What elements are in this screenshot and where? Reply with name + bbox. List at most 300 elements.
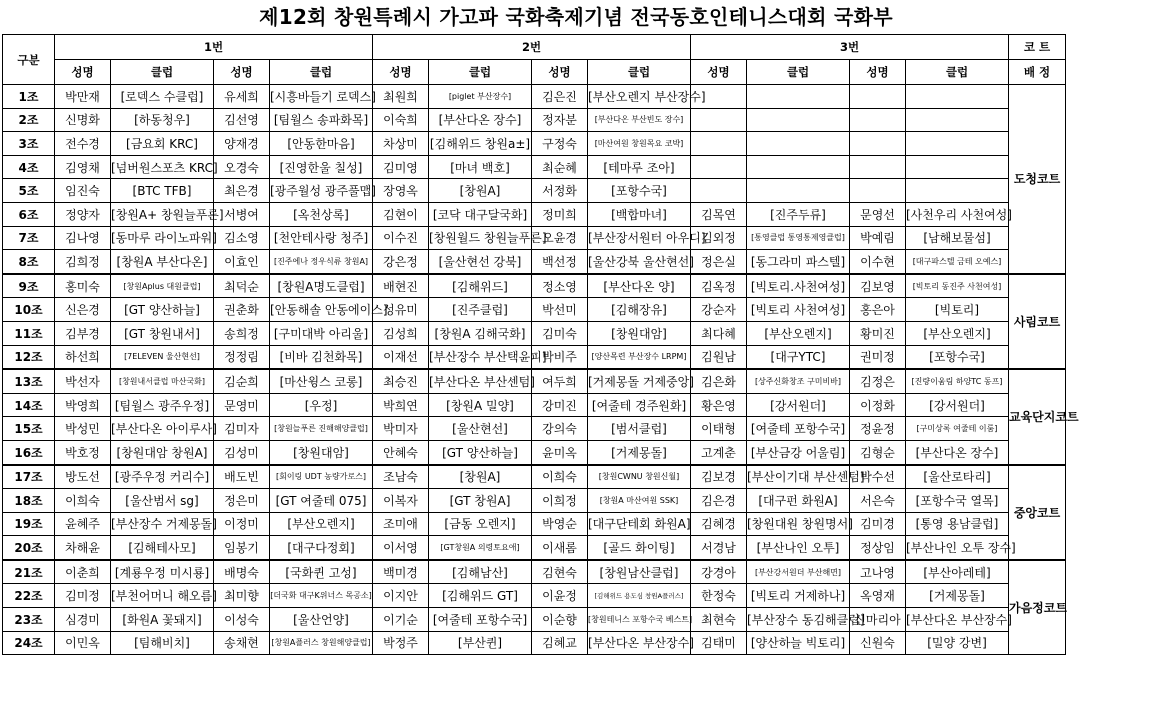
- player-name: 이태형: [691, 417, 747, 441]
- player-name: 박선자: [55, 369, 111, 393]
- table-row: [3, 179, 1066, 203]
- table-row: [3, 274, 1066, 298]
- player-club: [창원대암]: [588, 321, 691, 345]
- player-name: 이춘희: [55, 560, 111, 584]
- player-name: 박희연: [373, 393, 429, 417]
- player-club: [BTC TFB]: [111, 179, 214, 203]
- column-header-name: 성명: [850, 60, 906, 85]
- player-club: [GT창원A 의령토요애]: [429, 536, 532, 560]
- player-club: [빅토리.사천여성]: [747, 274, 850, 298]
- player-name: 강순자: [691, 298, 747, 322]
- court-1-header: 1번: [55, 35, 373, 60]
- column-header-club: 클럽: [747, 60, 850, 85]
- group-label: 5조: [3, 179, 55, 203]
- player-name: 김은화: [691, 369, 747, 393]
- court-2-header: 2번: [373, 35, 691, 60]
- player-name: 이숙희: [373, 108, 429, 132]
- column-header-name: 성명: [373, 60, 429, 85]
- player-name: [691, 108, 747, 132]
- player-club: [광주월성 광주풀맵]: [270, 179, 373, 203]
- player-name: 이새롬: [532, 536, 588, 560]
- player-club: [GT 양산하늘]: [429, 440, 532, 464]
- player-club: [울산현선 강북]: [429, 250, 532, 274]
- player-name: 김성미: [214, 440, 270, 464]
- player-club: [남해보물섬]: [906, 226, 1009, 250]
- player-club: [거제몽돌]: [588, 440, 691, 464]
- player-club: [747, 132, 850, 156]
- player-name: 서은숙: [850, 489, 906, 513]
- group-label: 21조: [3, 560, 55, 584]
- player-club: [창원대암 창원A]: [111, 440, 214, 464]
- table-row: [3, 536, 1066, 560]
- player-club: [부산다온 부산센텀]: [429, 369, 532, 393]
- player-club: [piglet 부산장수]: [429, 85, 532, 109]
- player-club: [동마루 라이노파워]: [111, 226, 214, 250]
- player-name: 송희정: [214, 321, 270, 345]
- player-club: [마산여원 창원목요 코박]: [588, 132, 691, 156]
- player-club: [906, 85, 1009, 109]
- player-name: 이재선: [373, 345, 429, 369]
- table-row: [3, 512, 1066, 536]
- player-name: 최다혜: [691, 321, 747, 345]
- group-label: 9조: [3, 274, 55, 298]
- player-club: [코닥 대구달국화]: [429, 202, 532, 226]
- player-name: 정자분: [532, 108, 588, 132]
- player-name: 하선희: [55, 345, 111, 369]
- player-club: [빅토리]: [906, 298, 1009, 322]
- player-club: [창원테니스 포항수국 베스트]: [588, 608, 691, 632]
- table-row: [3, 202, 1066, 226]
- player-name: 박성민: [55, 417, 111, 441]
- player-name: 정정림: [214, 345, 270, 369]
- player-club: [여줄테 포항수국]: [747, 417, 850, 441]
- player-club: [김해테사모]: [111, 536, 214, 560]
- group-label: 2조: [3, 108, 55, 132]
- player-name: 강경아: [691, 560, 747, 584]
- player-name: 박비주: [532, 345, 588, 369]
- group-label: 11조: [3, 321, 55, 345]
- player-name: 최순혜: [532, 155, 588, 179]
- player-name: 김태미: [691, 631, 747, 655]
- player-club: [팀월스 광주우정]: [111, 393, 214, 417]
- player-club: [빅토리 사천여성]: [747, 298, 850, 322]
- player-name: 이윤정: [532, 584, 588, 608]
- player-name: 방도선: [55, 465, 111, 489]
- group-label: 17조: [3, 465, 55, 489]
- player-club: [거제몽돌 거제중앙]: [588, 369, 691, 393]
- player-name: 배현진: [373, 274, 429, 298]
- player-name: 최덕순: [214, 274, 270, 298]
- player-club: [부산이기대 부산센텀]: [747, 465, 850, 489]
- player-club: [강서원더]: [747, 393, 850, 417]
- player-name: 서경남: [691, 536, 747, 560]
- table-row: [3, 631, 1066, 655]
- player-name: 박수선: [850, 465, 906, 489]
- player-club: [포항수국]: [906, 345, 1009, 369]
- player-name: 이희숙: [55, 489, 111, 513]
- player-name: 이지안: [373, 584, 429, 608]
- player-name: 김선영: [214, 108, 270, 132]
- player-club: [안동한마음]: [270, 132, 373, 156]
- player-club: [상주신화창조 구미비바]: [747, 369, 850, 393]
- player-name: 윤혜주: [55, 512, 111, 536]
- court-assign-header-top: 코 트: [1009, 35, 1066, 60]
- player-club: [통영 용남클럽]: [906, 512, 1009, 536]
- table-row: [3, 560, 1066, 584]
- player-name: 김나영: [55, 226, 111, 250]
- player-club: [진량이움림 하양TC 동프]: [906, 369, 1009, 393]
- player-name: 임봉기: [214, 536, 270, 560]
- player-name: 김성희: [373, 321, 429, 345]
- player-club: [김해장유]: [588, 298, 691, 322]
- player-name: [850, 132, 906, 156]
- player-name: [850, 179, 906, 203]
- table-row: [3, 393, 1066, 417]
- table-row: [3, 345, 1066, 369]
- player-club: [진주클럽]: [429, 298, 532, 322]
- player-name: 이수현: [850, 250, 906, 274]
- group-label: 16조: [3, 440, 55, 464]
- player-club: [747, 155, 850, 179]
- player-club: [부천어머니 해오름]: [111, 584, 214, 608]
- player-club: [양산목련 부산장수 LRPM]: [588, 345, 691, 369]
- player-club: [창원A 밀양]: [429, 393, 532, 417]
- player-name: 이효인: [214, 250, 270, 274]
- player-club: [우정]: [270, 393, 373, 417]
- player-name: 김형순: [850, 440, 906, 464]
- table-row: [3, 250, 1066, 274]
- table-row: [3, 155, 1066, 179]
- player-name: 유세희: [214, 85, 270, 109]
- player-club: [울산강북 울산현선]: [588, 250, 691, 274]
- group-label: 8조: [3, 250, 55, 274]
- player-name: 여두희: [532, 369, 588, 393]
- player-club: [창원A+ 창원늘푸른]: [111, 202, 214, 226]
- player-club: [빅토리 동진주 사천여성]: [906, 274, 1009, 298]
- player-name: 고계춘: [691, 440, 747, 464]
- group-label: 13조: [3, 369, 55, 393]
- player-name: 한정숙: [691, 584, 747, 608]
- player-club: [옥천상록]: [270, 202, 373, 226]
- table-row: [3, 608, 1066, 632]
- player-club: [회이링 UDT 농량가로스]: [270, 465, 373, 489]
- group-label: 10조: [3, 298, 55, 322]
- player-name: 차해윤: [55, 536, 111, 560]
- player-club: [시흥바들기 로덱스]: [270, 85, 373, 109]
- player-name: 이복자: [373, 489, 429, 513]
- player-club: [906, 155, 1009, 179]
- player-name: 이기순: [373, 608, 429, 632]
- division-header: 구분: [3, 35, 55, 85]
- player-name: 윤미옥: [532, 440, 588, 464]
- column-header-club: 클럽: [588, 60, 691, 85]
- player-name: 이정미: [214, 512, 270, 536]
- court-assignment: 도청코트: [1009, 85, 1066, 274]
- player-name: 최미향: [214, 584, 270, 608]
- player-name: 이정화: [850, 393, 906, 417]
- group-label: 22조: [3, 584, 55, 608]
- player-club: [창원A플러스 창원해양클럽]: [270, 631, 373, 655]
- court-assignment: 중앙코트: [1009, 465, 1066, 560]
- player-club: [거제몽돌]: [906, 584, 1009, 608]
- court-3-header: 3번: [691, 35, 1009, 60]
- court-assignment: 가음정코트: [1009, 560, 1066, 655]
- player-name: 김현이: [373, 202, 429, 226]
- table-row: [3, 489, 1066, 513]
- player-name: 조남숙: [373, 465, 429, 489]
- player-name: 김외정: [691, 226, 747, 250]
- player-name: 정소영: [532, 274, 588, 298]
- player-club: [여줄테 포항수국]: [429, 608, 532, 632]
- player-name: 김미정: [55, 584, 111, 608]
- table-row: [3, 321, 1066, 345]
- player-name: 김희정: [55, 250, 111, 274]
- group-label: 4조: [3, 155, 55, 179]
- player-name: 최은경: [214, 179, 270, 203]
- player-club: [김해위드 GT]: [429, 584, 532, 608]
- group-label: 14조: [3, 393, 55, 417]
- draw-table-body: [3, 85, 1079, 655]
- player-club: [부산아레테]: [906, 560, 1009, 584]
- group-label: 1조: [3, 85, 55, 109]
- player-club: [사천우리 사천여성]: [906, 202, 1009, 226]
- page-title: 제12회 창원특례시 가고파 국화축제기념 전국동호인테니스대회 국화부: [259, 5, 893, 29]
- player-club: [마산윙스 코롱]: [270, 369, 373, 393]
- player-club: [창원대원 창원명서]: [747, 512, 850, 536]
- player-club: [팀월스 송파화목]: [270, 108, 373, 132]
- player-name: 황미진: [850, 321, 906, 345]
- player-club: [부산다온 양]: [588, 274, 691, 298]
- player-name: 박영희: [55, 393, 111, 417]
- player-name: 양재경: [214, 132, 270, 156]
- player-name: 박정주: [373, 631, 429, 655]
- player-name: 고나영: [850, 560, 906, 584]
- court-assignment: 사림코트: [1009, 274, 1066, 369]
- player-club: [창원A명도클럽]: [270, 274, 373, 298]
- player-name: 최원희: [373, 85, 429, 109]
- player-name: 김은경: [691, 489, 747, 513]
- player-club: [넘버원스포츠 KRC]: [111, 155, 214, 179]
- player-club: [창원Aplus 대원클럽]: [111, 274, 214, 298]
- player-club: [창원남산클럽]: [588, 560, 691, 584]
- player-name: 김미영: [373, 155, 429, 179]
- player-name: 김미경: [850, 512, 906, 536]
- player-club: [창원CWNU 창원신월]: [588, 465, 691, 489]
- player-name: 김목연: [691, 202, 747, 226]
- player-name: 심경미: [55, 608, 111, 632]
- player-name: 정양자: [55, 202, 111, 226]
- player-club: [부산금강 어울림]: [747, 440, 850, 464]
- group-label: 7조: [3, 226, 55, 250]
- player-club: [부산장서원터 아우디]: [588, 226, 691, 250]
- player-club: [부산장수 거제몽돌]: [111, 512, 214, 536]
- player-name: 최현숙: [691, 608, 747, 632]
- player-club: [양산하늘 빅토리]: [747, 631, 850, 655]
- table-row: [3, 369, 1066, 393]
- table-row: [3, 108, 1066, 132]
- player-name: 안혜숙: [373, 440, 429, 464]
- player-club: [창원A]: [429, 465, 532, 489]
- player-club: [부산오렌지]: [906, 321, 1009, 345]
- player-club: [안동해솔 안동에이스]: [270, 298, 373, 322]
- player-club: [통영클럽 통영통제영클럽]: [747, 226, 850, 250]
- player-club: [광주우정 커리수]: [111, 465, 214, 489]
- player-name: 서병여: [214, 202, 270, 226]
- player-club: [7ELEVEN 울산현선]: [111, 345, 214, 369]
- player-name: 조미애: [373, 512, 429, 536]
- player-name: 정은실: [691, 250, 747, 274]
- player-club: [부산장수 부산택윤피]: [429, 345, 532, 369]
- player-name: 홍은아: [850, 298, 906, 322]
- player-name: 이희정: [532, 489, 588, 513]
- group-label: 23조: [3, 608, 55, 632]
- player-name: 김옥정: [691, 274, 747, 298]
- player-name: [850, 108, 906, 132]
- player-club: [팀해비치]: [111, 631, 214, 655]
- player-club: [창원A]: [429, 179, 532, 203]
- player-club: [로덱스 수클럽]: [111, 85, 214, 109]
- player-name: 김혜교: [532, 631, 588, 655]
- player-club: [906, 108, 1009, 132]
- player-club: [테마루 조아]: [588, 155, 691, 179]
- player-club: [동그라미 파스텔]: [747, 250, 850, 274]
- player-club: [비바 김천화목]: [270, 345, 373, 369]
- player-club: [계룡우정 미시룡]: [111, 560, 214, 584]
- player-club: [김해위드 창원a±]: [429, 132, 532, 156]
- player-club: [부산오렌지]: [747, 321, 850, 345]
- player-club: [747, 85, 850, 109]
- player-club: [울산언양]: [270, 608, 373, 632]
- player-club: [빅토리 거제하나]: [747, 584, 850, 608]
- player-name: 김은진: [532, 85, 588, 109]
- player-name: 이수진: [373, 226, 429, 250]
- player-club: [부산다온 장수]: [906, 440, 1009, 464]
- table-row: [3, 85, 1066, 109]
- player-name: 박영순: [532, 512, 588, 536]
- player-name: 신은경: [55, 298, 111, 322]
- player-name: 배명숙: [214, 560, 270, 584]
- player-name: 정은미: [214, 489, 270, 513]
- player-name: 김정은: [850, 369, 906, 393]
- player-club: [부산다온 부산장수]: [588, 631, 691, 655]
- player-name: 김혜경: [691, 512, 747, 536]
- court-assignment: 교육단지코트: [1009, 369, 1066, 464]
- player-club: [부산다온 아이루사]: [111, 417, 214, 441]
- player-name: 배도빈: [214, 465, 270, 489]
- player-club: [부산나인 오투 장수]: [906, 536, 1009, 560]
- table-row: [3, 226, 1066, 250]
- player-name: 차상미: [373, 132, 429, 156]
- player-name: 서정화: [532, 179, 588, 203]
- player-name: 구정숙: [532, 132, 588, 156]
- player-club: [화원A 꽃돼지]: [111, 608, 214, 632]
- player-name: 신명화: [55, 108, 111, 132]
- player-name: 김보경: [691, 465, 747, 489]
- player-name: 옥영재: [850, 584, 906, 608]
- group-label: 20조: [3, 536, 55, 560]
- player-club: [김해위드 용도심 창원A플러스]: [588, 584, 691, 608]
- table-row: [3, 417, 1066, 441]
- player-name: 오윤경: [532, 226, 588, 250]
- court-assign-header-bottom: 배 정: [1009, 60, 1066, 85]
- column-header-name: 성명: [691, 60, 747, 85]
- player-name: 김보영: [850, 274, 906, 298]
- player-name: 최승진: [373, 369, 429, 393]
- player-club: [국화퀸 고성]: [270, 560, 373, 584]
- player-club: [창원대암]: [270, 440, 373, 464]
- player-club: [GT 창원내서]: [111, 321, 214, 345]
- player-name: 이민옥: [55, 631, 111, 655]
- player-club: [906, 132, 1009, 156]
- group-label: 6조: [3, 202, 55, 226]
- player-name: 김영채: [55, 155, 111, 179]
- player-name: 신마리아: [850, 608, 906, 632]
- table-row: [3, 440, 1066, 464]
- player-name: 정상임: [850, 536, 906, 560]
- player-name: 장영옥: [373, 179, 429, 203]
- player-name: [691, 155, 747, 179]
- player-club: [대구다정회]: [270, 536, 373, 560]
- player-club: [더국화 대구K위너스 목공소]: [270, 584, 373, 608]
- player-club: [울산범서 sg]: [111, 489, 214, 513]
- player-name: 강은정: [373, 250, 429, 274]
- table-row: [3, 298, 1066, 322]
- player-club: [진주두류]: [747, 202, 850, 226]
- player-club: [울산로타리]: [906, 465, 1009, 489]
- player-club: [강서원더]: [906, 393, 1009, 417]
- player-name: 박예림: [850, 226, 906, 250]
- player-club: [GT 여줄테 075]: [270, 489, 373, 513]
- column-header-name: 성명: [55, 60, 111, 85]
- player-club: [밀양 강변]: [906, 631, 1009, 655]
- player-name: 강의숙: [532, 417, 588, 441]
- player-club: [대구파스텔 금테 오예스]: [906, 250, 1009, 274]
- player-club: [부산오렌지]: [270, 512, 373, 536]
- player-name: 권춘화: [214, 298, 270, 322]
- table-row: [3, 132, 1066, 156]
- player-club: [구미상록 여줄테 이룸]: [906, 417, 1009, 441]
- player-club: [김해위드]: [429, 274, 532, 298]
- player-club: [부산다온 장수]: [429, 108, 532, 132]
- player-club: [부산퀸]: [429, 631, 532, 655]
- group-label: 3조: [3, 132, 55, 156]
- player-name: 권미정: [850, 345, 906, 369]
- player-name: 이희숙: [532, 465, 588, 489]
- player-club: [포항수국]: [588, 179, 691, 203]
- player-name: [850, 155, 906, 179]
- player-club: [부산나인 오투]: [747, 536, 850, 560]
- player-club: [GT 양산하늘]: [111, 298, 214, 322]
- player-name: 김부경: [55, 321, 111, 345]
- player-name: 백미경: [373, 560, 429, 584]
- player-club: [김해남산]: [429, 560, 532, 584]
- player-club: [금요회 KRC]: [111, 132, 214, 156]
- player-name: 박만재: [55, 85, 111, 109]
- player-name: 정윤정: [850, 417, 906, 441]
- column-header-name: 성명: [214, 60, 270, 85]
- player-name: 김소영: [214, 226, 270, 250]
- player-club: [대구펀 화원A]: [747, 489, 850, 513]
- column-header-club: 클럽: [111, 60, 214, 85]
- column-header-club: 클럽: [906, 60, 1009, 85]
- player-club: [대구YTC]: [747, 345, 850, 369]
- column-header-club: 클럽: [270, 60, 373, 85]
- player-name: 김순희: [214, 369, 270, 393]
- player-club: [진주에나 정우식류 창원A]: [270, 250, 373, 274]
- player-club: [부산오렌지 부산장수]: [588, 85, 691, 109]
- group-label: 12조: [3, 345, 55, 369]
- draw-table: [2, 34, 1079, 655]
